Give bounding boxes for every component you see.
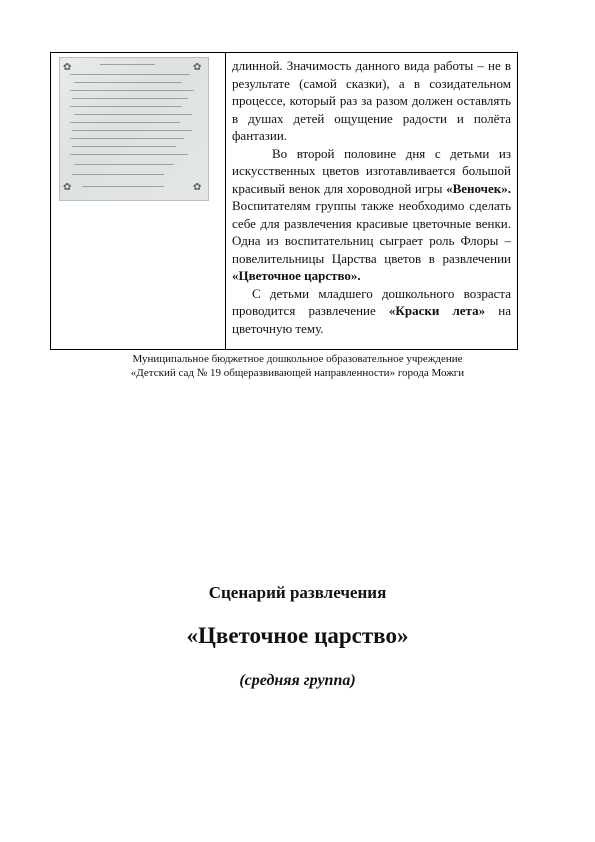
table-cell-image (51, 53, 226, 349)
paragraph-1: длинной. Значимость данного вида работы – не в результате (самой сказки), а в созидательном процессе, который раз за разом должен оставлять в душах детей ощущение радости и полёта фантазии. (232, 58, 511, 143)
group-subtitle: (средняя группа) (239, 672, 356, 689)
content-table (50, 52, 518, 350)
document-title: Сценарий развлечения (208, 583, 387, 602)
flower-doodle-icon: ✿ (193, 182, 202, 193)
organization-name (0, 352, 595, 380)
organization-line-2: «Детский сад № 19 общеразвивающей направленности» города Можги (130, 367, 465, 379)
flower-doodle-icon: ✿ (63, 182, 72, 193)
organization-line-1: Муниципальное бюджетное дошкольное образовательное учреждение (132, 353, 463, 365)
paragraph-3: С детьми младшего дошкольного возраста проводится развлечение «Краски лета» на цветочную тему. (232, 285, 512, 336)
flower-doodle-icon: ✿ (193, 62, 202, 73)
flower-doodle-icon: ✿ (63, 62, 72, 73)
table-cell-text (226, 53, 517, 349)
event-title: «Цветочное царство» (186, 623, 409, 648)
handwritten-page-photo (59, 57, 209, 201)
paragraph-2: Во второй половине дня с детьми из искусственных цветов изготавливается большой красивый венок для хороводной игры «Веночек». Воспитателям группы также необходимо сделать себе для развлечения красивые цветочные венки. Одна из воспитательниц сыграет роль Флоры – повелительницы Царства цветов в развлечении «Цветочное царство». (232, 145, 511, 283)
